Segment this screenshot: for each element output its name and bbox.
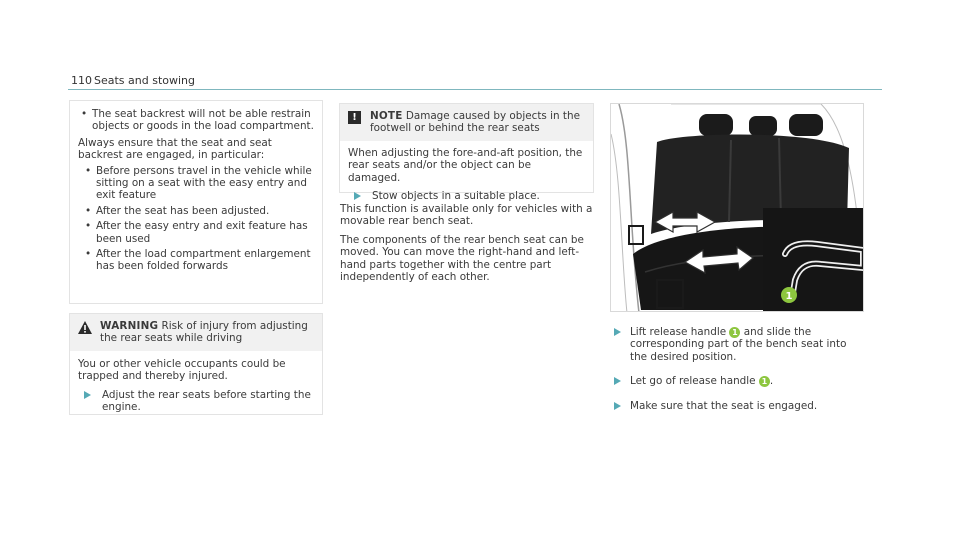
warning-triangle-icon <box>78 321 92 334</box>
warning-title: Risk of injury from adjusting the rear seats while driving <box>100 320 308 345</box>
header-rule <box>68 89 882 90</box>
figure-callout-label: 1 <box>785 291 793 302</box>
step2-text-b: . <box>769 375 774 388</box>
list-item: • After the easy entry and exit feature has been used <box>82 220 314 245</box>
note-title-block <box>370 110 585 135</box>
warning-step <box>78 389 314 414</box>
note-box <box>339 103 594 203</box>
page-number: 110 <box>71 74 92 87</box>
warning-title-block <box>100 320 314 345</box>
availability-text: This function is available only for vehicles with a movable rear bench seat. <box>340 203 593 228</box>
callout-1-icon: 1 <box>729 327 740 338</box>
step3-text: Make sure that the seat is engaged. <box>630 399 818 412</box>
note-title: Damage caused by objects in the footwell or behind the rear seats <box>370 110 580 135</box>
bullet-restrain: • The seat backrest will not be able restrain objects or goods in the load compartment. <box>78 108 314 133</box>
section-title: Seats and stowing <box>94 74 196 87</box>
engagement-info-box <box>69 100 323 304</box>
instruction-steps <box>612 326 862 424</box>
step1-text-b: and slide the corresponding part of the bench seat into the desired position. <box>630 326 847 363</box>
list-item: • After the seat has been adjusted. <box>82 205 314 217</box>
note-step-text: Stow objects in a suitable place. <box>372 190 540 203</box>
step-arrow-icon <box>614 328 621 336</box>
function-description <box>340 203 595 286</box>
components-text: The components of the rear bench seat can be moved. You can move the right-hand and left-hand parts together with the centre part independently of each other. <box>340 233 584 284</box>
note-step <box>348 190 585 202</box>
instruction-step-2 <box>612 375 862 387</box>
warning-header <box>70 314 322 351</box>
callout-1-icon: 1 <box>759 376 770 387</box>
step1-text-a: Lift release handle <box>630 326 727 338</box>
step-arrow-icon <box>614 377 621 385</box>
top-bullet-list <box>78 108 314 133</box>
note-text: When adjusting the fore-and-aft position, the rear seats and/or the object can be damaged. <box>348 146 583 184</box>
note-exclamation-icon: ! <box>348 111 361 124</box>
step-arrow-icon <box>354 192 361 200</box>
step-arrow-icon <box>614 402 621 410</box>
warning-step-text: Adjust the rear seats before starting the engine. <box>102 388 311 414</box>
instruction-step-1 <box>612 326 862 363</box>
warning-text: You or other vehicle occupants could be trapped and thereby injured. <box>78 357 286 383</box>
note-header <box>340 104 593 141</box>
warning-box <box>69 313 323 415</box>
engage-conditions-list <box>82 165 314 273</box>
list-item: • Before persons travel in the vehicle while sitting on a seat with the easy entry and exit feature <box>82 165 314 202</box>
engage-intro: Always ensure that the seat and seat backrest are engaged, in particular: <box>78 136 272 162</box>
step2-text-a: Let go of release handle <box>630 375 756 388</box>
note-body <box>340 141 593 209</box>
warning-body <box>70 351 322 420</box>
warning-keyword: WARNING <box>100 320 159 332</box>
instruction-step-3 <box>612 400 862 412</box>
rear-bench-seat-figure <box>610 103 864 312</box>
step-arrow-icon <box>84 391 91 399</box>
note-keyword: NOTE <box>370 110 403 122</box>
rear-seat-illustration <box>611 104 864 312</box>
list-item: • After the load compartment enlargement has been folded forwards <box>82 248 314 273</box>
